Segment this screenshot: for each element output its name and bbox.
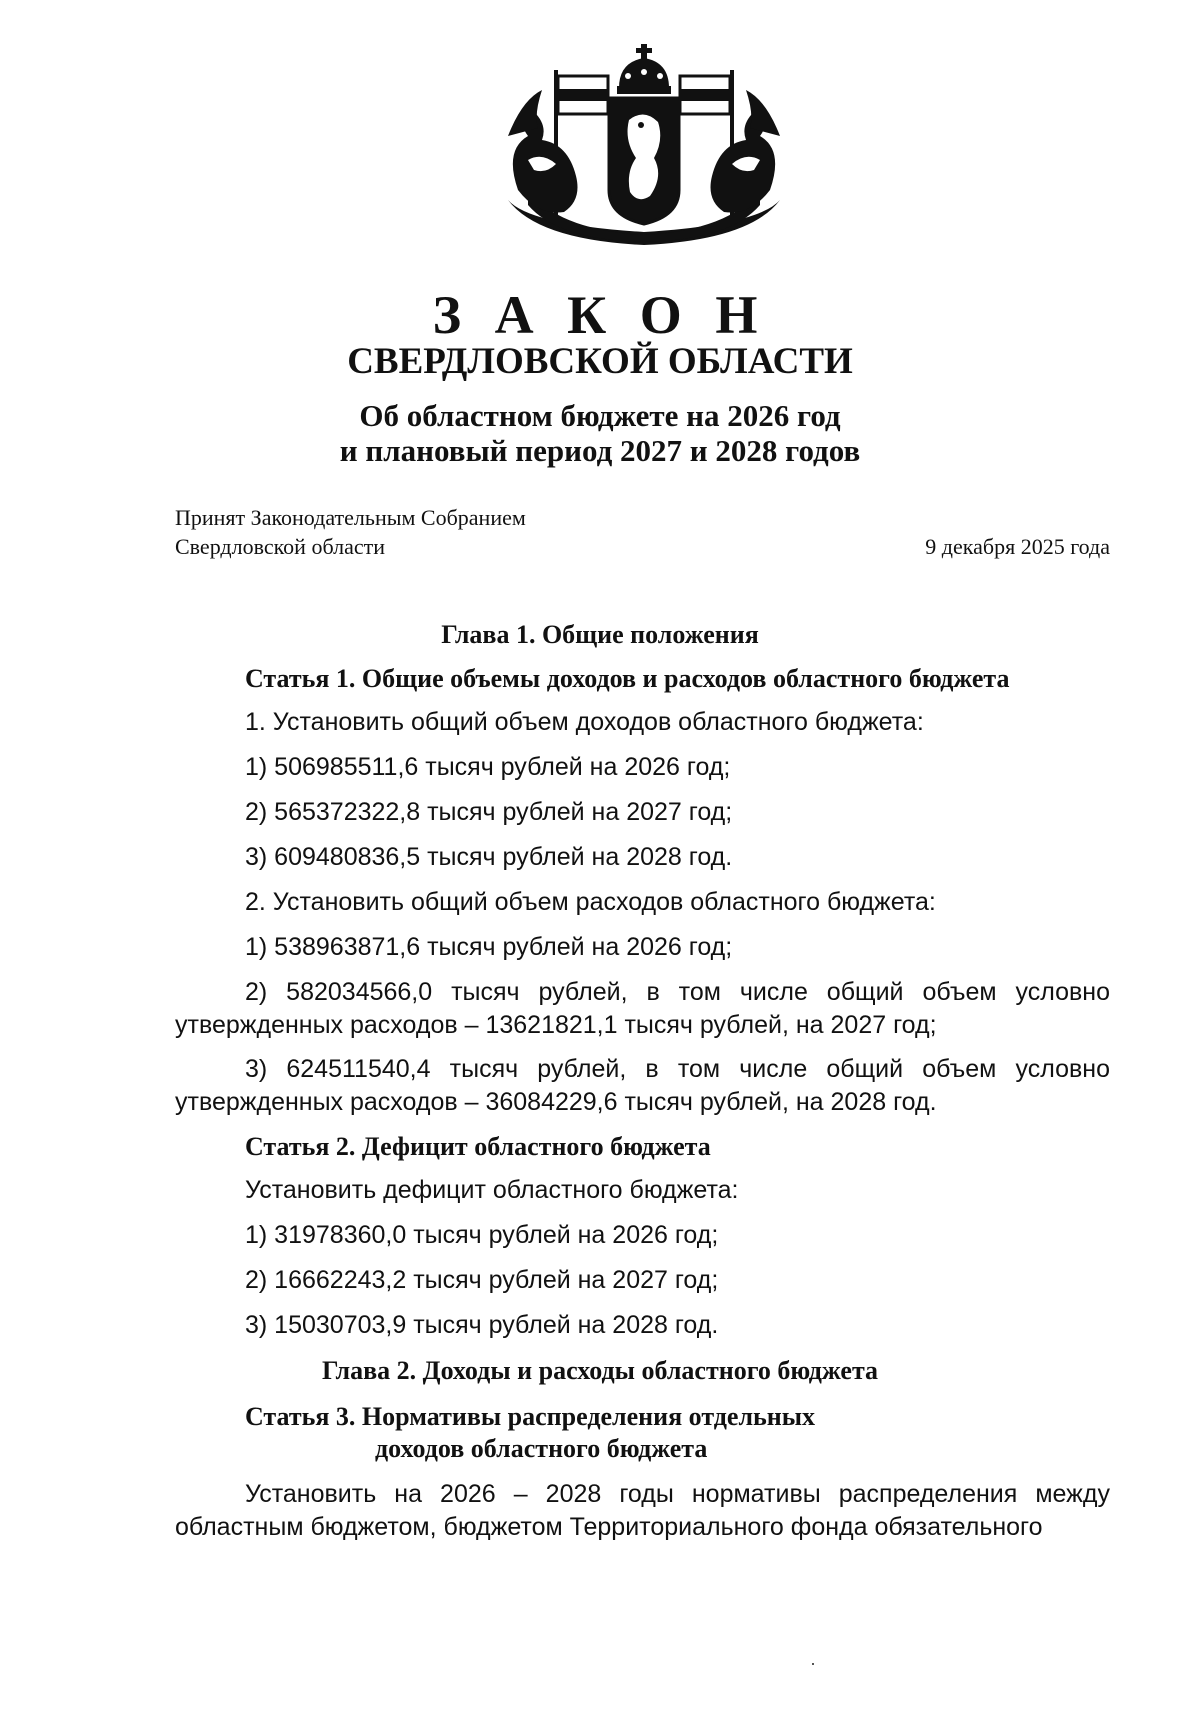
list-item: 2) 16662243,2 тысяч рублей на 2027 год; [245, 1266, 719, 1294]
list-item: 2) 565372322,8 тысяч рублей на 2027 год; [245, 798, 733, 826]
adoption-line-1: Принят Законодательным Собранием [175, 505, 526, 530]
list-item: 1) 506985511,6 тысяч рублей на 2026 год; [245, 753, 731, 781]
list-item: 1) 31978360,0 тысяч рублей на 2026 год; [245, 1221, 719, 1249]
list-item: 3) 624511540,4 тысяч рублей, в том числе общий объем условно утвержденных расходов – 36084229,6 тысяч рублей, на 2028 год. [175, 1055, 1110, 1116]
scan-speck [812, 1663, 814, 1665]
coat-of-arms-icon [498, 40, 790, 252]
article-3-text: Установить на 2026 – 2028 годы нормативы распределения между областным бюджетом, бюджетом Территориального фонда обязательного [175, 1480, 1110, 1541]
document-subtitle: СВЕРДЛОВСКОЙ ОБЛАСТИ [347, 341, 853, 382]
article-3-title-line-1: Статья 3. Нормативы распределения отдельных [245, 1402, 816, 1431]
adoption-date: 9 декабря 2025 года [925, 534, 1110, 559]
law-name-line-1: Об областном бюджете на 2026 год [359, 398, 841, 433]
list-item: 1) 538963871,6 тысяч рублей на 2026 год; [245, 933, 733, 961]
law-name-line-2: и плановый период 2027 и 2028 годов [339, 433, 861, 468]
list-item: 3) 15030703,9 тысяч рублей на 2028 год. [245, 1311, 719, 1339]
article-1-paragraph-1: 1. Установить общий объем доходов областного бюджета: [245, 708, 924, 736]
article-1-paragraph-2: 2. Установить общий объем расходов областного бюджета: [245, 888, 936, 916]
article-3-title-line-2: доходов областного бюджета [375, 1434, 708, 1463]
list-item: 2) 582034566,0 тысяч рублей, в том числе общий объем условно утвержденных расходов – 13621821,1 тысяч рублей, на 2027 год; [175, 978, 1110, 1039]
article-2-intro: Установить дефицит областного бюджета: [245, 1176, 739, 1204]
chapter-1-title: Глава 1. Общие положения [441, 620, 759, 649]
list-item: 3) 609480836,5 тысяч рублей на 2028 год. [245, 843, 733, 871]
adoption-line-2: Свердловской области [175, 534, 385, 559]
chapter-2-title: Глава 2. Доходы и расходы областного бюджета [321, 1356, 879, 1385]
article-2-title: Статья 2. Дефицит областного бюджета [245, 1132, 711, 1161]
article-1-title: Статья 1. Общие объемы доходов и расходов областного бюджета [245, 664, 1010, 693]
document-title: З А К О Н [432, 285, 768, 345]
